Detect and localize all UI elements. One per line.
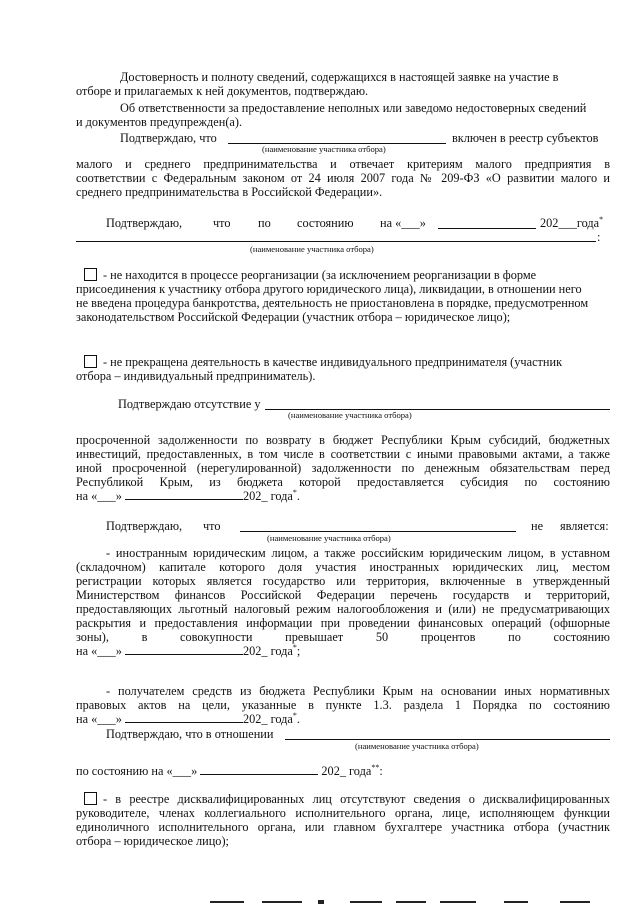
- field-caption: (наименование участника отбора): [262, 144, 386, 154]
- text-line: Министерством финансов Российской Федерации перечень государств и территорий,: [76, 588, 610, 602]
- text-line: соответствии с Федеральным законом от 24 июля 2007 года № 209-ФЗ «О развитии малого и: [76, 171, 610, 185]
- date-field[interactable]: [438, 228, 536, 229]
- date-field[interactable]: [125, 712, 243, 723]
- text-line: Республикой Крым, из бюджета которой предоставляется субсидия по состоянию: [76, 475, 610, 489]
- text-line: раскрытия и предоставления информации при проведении финансовых операций (офшорные: [76, 616, 610, 630]
- date-prefix: на «___»: [76, 644, 122, 658]
- text-line: среднего предпринимательства в Российской Федерации».: [76, 185, 383, 199]
- text-line: Об ответственности за предоставление неполных или заведомо недостоверных сведений: [120, 101, 587, 115]
- text-line: [76, 712, 300, 726]
- participant-name-field[interactable]: [285, 739, 610, 740]
- text-line: правовых актов на цели, указанные в пункте 1.3. раздела 1 Порядка по состоянию: [76, 698, 610, 712]
- text-line: Достоверность и полноту сведений, содержащихся в настоящей заявке на участие в: [120, 70, 559, 84]
- field-caption: (наименование участника отбора): [355, 741, 479, 751]
- text-line: единоличного исполнительного органа, или главном бухгалтере участника отбора (участник: [76, 820, 610, 834]
- text-line: [76, 489, 300, 503]
- text-line: просроченной задолженности по возврату в бюджет Республики Крым субсидий, бюджетных: [76, 433, 610, 447]
- footnote-mark: *: [292, 487, 297, 497]
- text-line: :: [597, 230, 601, 244]
- field-caption: (наименование участника отбора): [250, 244, 374, 254]
- text-line: Подтверждаю, что в отношении: [106, 727, 274, 741]
- text-line: является:: [560, 519, 609, 533]
- checkbox[interactable]: [84, 355, 97, 368]
- text-line: включен в реестр субъектов: [452, 131, 599, 145]
- year-text: 202_ года: [242, 489, 293, 503]
- footnote-mark: *: [292, 642, 297, 652]
- punctuation: .: [296, 489, 300, 503]
- text-line: отбора – индивидуальный предприниматель).: [76, 369, 316, 383]
- text-line: [540, 216, 603, 230]
- text-line: по: [258, 216, 271, 230]
- text-line: руководителе, членах коллегиального исполнительного органа, лице, исполняющем функции: [76, 806, 610, 820]
- text-line: регистрации которых является государство или территория, включенные в утвержденный: [76, 574, 610, 588]
- punctuation: :: [379, 764, 383, 778]
- date-prefix: на «___»: [76, 489, 122, 503]
- participant-name-field[interactable]: [240, 531, 516, 532]
- text-line: - не находится в процессе реорганизации (за исключением реорганизации в форме: [103, 268, 537, 282]
- text-line: не введена процедура банкротства, деятельность не приостановлена в порядке, предусмотренном: [76, 296, 589, 310]
- footnote-mark: *: [599, 214, 604, 224]
- text-line: - иностранным юридическим лицом, а также российским юридическим лицом, в уставном: [106, 546, 610, 560]
- text-line: предоставляющих льготный налоговый режим налогообложения и (или) не предусматривающих: [76, 602, 610, 616]
- punctuation: ;: [296, 644, 301, 658]
- field-caption: (наименование участника отбора): [288, 410, 412, 420]
- field-caption: (наименование участника отбора): [267, 533, 391, 543]
- punctuation: .: [296, 712, 300, 726]
- text-line: Подтверждаю,: [106, 216, 183, 230]
- text-line: и документов предупрежден(а).: [76, 115, 243, 129]
- date-field[interactable]: [125, 489, 243, 500]
- date-field[interactable]: [200, 764, 318, 775]
- checkbox[interactable]: [84, 268, 97, 281]
- participant-name-field[interactable]: [76, 241, 596, 242]
- text-line: инвестиций, предоставленных, в том числе в соответствии с иными правовыми актами, а также: [76, 447, 610, 461]
- date-prefix: по состоянию на «___»: [76, 764, 198, 778]
- text-line: Подтверждаю,: [106, 519, 183, 533]
- text-line: - получателем средств из бюджета Республики Крым на основании иных нормативных: [106, 684, 610, 698]
- text-line: отборе и прилагаемых к ней документов, подтверждаю.: [76, 84, 369, 98]
- text-line: [76, 764, 383, 778]
- text-line: что: [203, 519, 221, 533]
- date-field[interactable]: [125, 644, 243, 655]
- year-text: 202_ года: [242, 644, 293, 658]
- checkbox[interactable]: [84, 792, 97, 805]
- year-text: 202_ года: [242, 712, 293, 726]
- text-line: не: [531, 519, 544, 533]
- text-line: иной просроченной (нерегулированной) задолженности по денежным обязательствам перед: [76, 461, 610, 475]
- text-line: Подтверждаю отсутствие у: [118, 397, 261, 411]
- text-line: малого и среднего предпринимательства и отвечает критериям малого предприятия в: [76, 157, 610, 171]
- year-text: 202_ года: [321, 764, 372, 778]
- text-line: [76, 644, 300, 658]
- text-line: что: [213, 216, 231, 230]
- page-edge-decoration: [0, 897, 640, 905]
- text-line: законодательством Российской Федерации (участник отбора – юридическое лицо);: [76, 310, 511, 324]
- text-line: - в реестре дисквалифицированных лиц отсутствуют сведения о дисквалифицированных: [103, 792, 610, 806]
- footnote-mark: *: [292, 710, 297, 720]
- text-line: состоянию: [297, 216, 354, 230]
- date-prefix: на «___»: [76, 712, 122, 726]
- text-line: отбора – юридическое лицо);: [76, 834, 229, 848]
- text-line: Подтверждаю, что: [120, 131, 217, 145]
- footnote-mark: **: [371, 762, 380, 772]
- text-line: - не прекращена деятельность в качестве индивидуального предпринимателя (участник: [103, 355, 563, 369]
- text-line: присоединения к участнику отбора другого юридического лица), ликвидации, в отношении него: [76, 282, 582, 296]
- text-line: зоны), в совокупности превышает 50 процентов по состоянию: [76, 630, 610, 644]
- text-line: на «___»: [380, 216, 426, 230]
- year-text: 202___года: [540, 216, 600, 230]
- text-line: (складочном) капитале которого доля участия иностранных юридических лиц, местом: [76, 560, 610, 574]
